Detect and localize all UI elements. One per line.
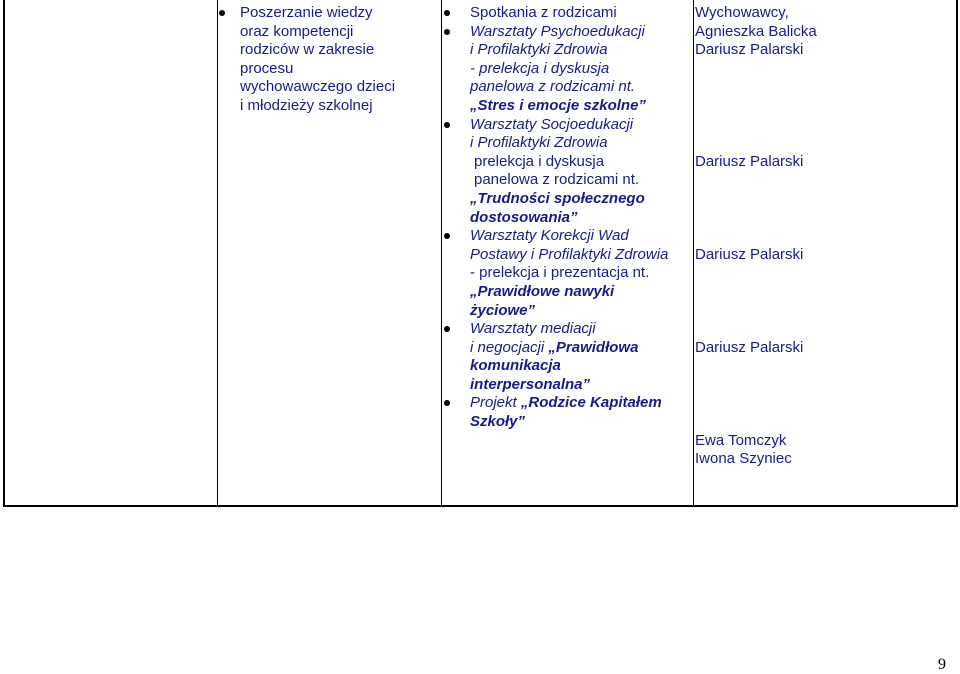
column-divider bbox=[441, 0, 442, 505]
activity-line: „Trudności społecznego bbox=[470, 189, 645, 207]
activity-line: Warsztaty Psychoedukacji bbox=[470, 22, 645, 40]
activity-line: Spotkania z rodzicami bbox=[470, 4, 617, 21]
activity-item bbox=[470, 4, 690, 23]
activity-item bbox=[470, 394, 690, 431]
activity-line: i Profilaktyki Zdrowia bbox=[470, 134, 608, 152]
activity-line: - prelekcja i prezentacja nt. bbox=[470, 264, 650, 282]
activity-line: panelowa z rodzicami nt. bbox=[474, 171, 640, 189]
responsible-line: Dariusz Palarski bbox=[695, 41, 804, 59]
responsible-line: Wychowawcy, bbox=[695, 4, 789, 21]
bullet-icon bbox=[219, 10, 225, 16]
activity-line: „Stres i emocje szkolne” bbox=[470, 96, 646, 114]
responsible-line: Ewa Tomczyk bbox=[695, 431, 787, 449]
activity-line: interpersonalna” bbox=[470, 375, 591, 393]
responsible-line: Dariusz Palarski bbox=[695, 152, 804, 170]
activity-line: panelowa z rodzicami nt. bbox=[470, 78, 636, 96]
responsible-line: Agnieszka Balicka bbox=[695, 22, 817, 40]
activity-line: „Prawidłowe nawyki bbox=[470, 282, 615, 300]
activity-line: Projekt „Rodzice Kapitałem bbox=[470, 394, 662, 412]
activity-line: Warsztaty mediacji bbox=[470, 320, 596, 338]
activity-item bbox=[470, 116, 690, 228]
activities-cell bbox=[470, 4, 690, 432]
activity-item bbox=[470, 227, 690, 320]
page-number: 9 bbox=[938, 656, 946, 673]
responsible-line: Dariusz Palarski bbox=[695, 245, 804, 263]
activity-line: prelekcja i dyskusja bbox=[474, 152, 605, 170]
activity-item bbox=[470, 23, 690, 116]
goal-line: oraz kompetencji bbox=[240, 22, 354, 40]
activity-line: Warsztaty Socjoedukacji bbox=[470, 115, 634, 133]
bullet-icon bbox=[444, 29, 450, 35]
goal-line: Poszerzanie wiedzy bbox=[240, 4, 373, 21]
column-divider bbox=[217, 0, 218, 505]
activity-line: i Profilaktyki Zdrowia bbox=[470, 41, 608, 59]
activity-line: i negocjacji „Prawidłowa bbox=[470, 338, 639, 356]
column-divider bbox=[693, 0, 694, 505]
activity-line: Szkoły” bbox=[470, 413, 526, 431]
goal-line: wychowawczego dzieci bbox=[240, 78, 396, 96]
goal-line: rodziców w zakresie bbox=[240, 41, 375, 59]
activity-line: życiowe” bbox=[470, 301, 536, 319]
responsible-line: Dariusz Palarski bbox=[695, 338, 804, 356]
activity-line: Postawy i Profilaktyki Zdrowia bbox=[470, 245, 669, 263]
activity-line: dostosowania” bbox=[470, 208, 578, 226]
goal-cell bbox=[240, 4, 425, 116]
activity-line: komunikacja bbox=[470, 357, 561, 375]
activity-line: - prelekcja i dyskusja bbox=[470, 59, 610, 77]
responsible-line: Iwona Szyniec bbox=[695, 450, 792, 468]
goal-line: procesu bbox=[240, 59, 294, 77]
bullet-icon bbox=[444, 122, 450, 128]
bullet-icon bbox=[444, 10, 450, 16]
goal-line: i młodzieży szkolnej bbox=[240, 96, 373, 114]
activity-item bbox=[470, 320, 690, 394]
activity-line: Warsztaty Korekcji Wad bbox=[470, 227, 629, 245]
